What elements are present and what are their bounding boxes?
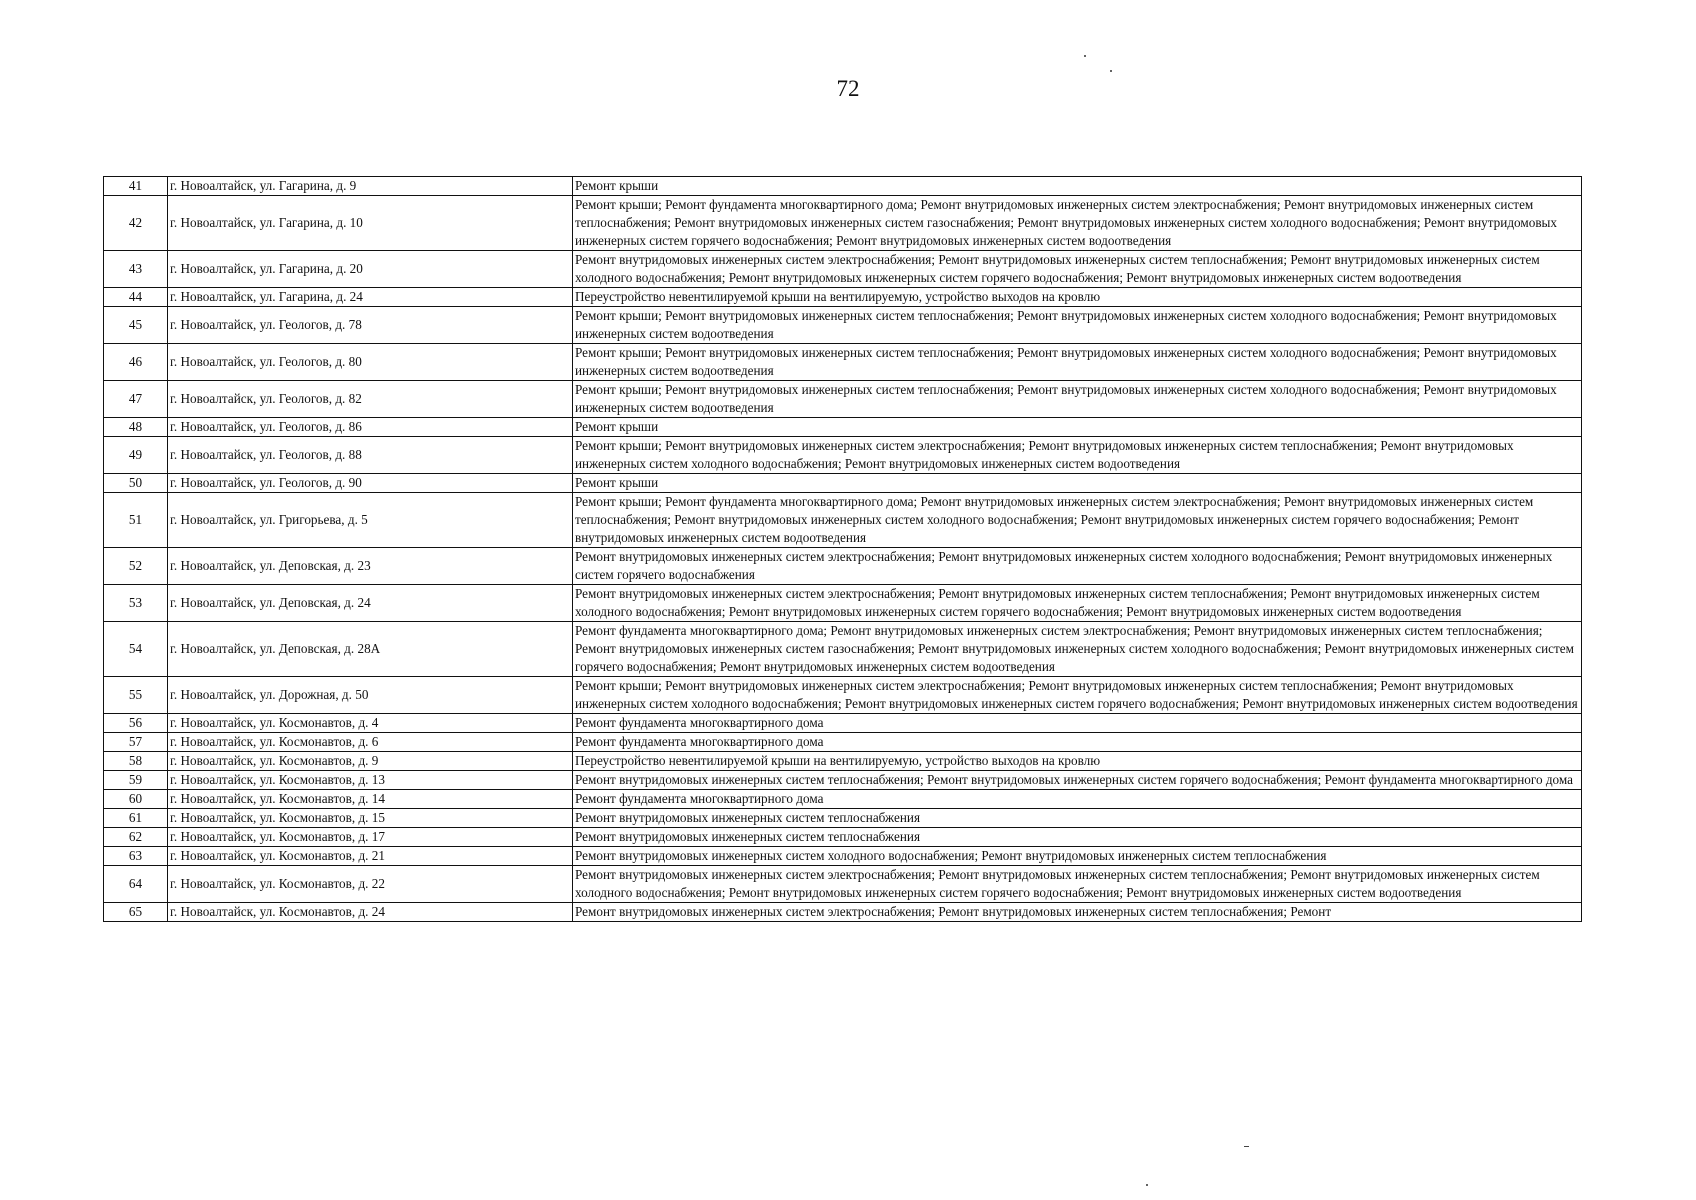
row-address: г. Новоалтайск, ул. Космонавтов, д. 4 (168, 714, 573, 733)
table-row (104, 474, 1582, 493)
table-row (104, 177, 1582, 196)
row-works: Ремонт внутридомовых инженерных систем электроснабжения; Ремонт внутридомовых инженерных систем холодного водоснабжения; Ремонт внутридомовых инженерных систем горячего водоснабжения (573, 548, 1582, 585)
scan-speck (1146, 1184, 1148, 1186)
row-address: г. Новоалтайск, ул. Гагарина, д. 20 (168, 251, 573, 288)
table-row (104, 752, 1582, 771)
row-number: 47 (104, 381, 168, 418)
table-row (104, 828, 1582, 847)
scan-speck (1244, 1146, 1249, 1147)
row-works: Ремонт крыши; Ремонт фундамента многоквартирного дома; Ремонт внутридомовых инженерных систем электроснабжения; Ремонт внутридомовых инженерных систем теплоснабжения; Ремонт внутридомовых инженерных систем холодного водоснабжения; Ремонт внутридомовых инженерных систем горячего водоснабжения; Ремонт внутридомовых инженерных систем водоотведения (573, 493, 1582, 548)
table-row (104, 733, 1582, 752)
row-address: г. Новоалтайск, ул. Дорожная, д. 50 (168, 677, 573, 714)
row-number: 62 (104, 828, 168, 847)
row-number: 64 (104, 866, 168, 903)
row-number: 49 (104, 437, 168, 474)
table-row (104, 585, 1582, 622)
row-number: 59 (104, 771, 168, 790)
row-number: 42 (104, 196, 168, 251)
row-number: 45 (104, 307, 168, 344)
row-address: г. Новоалтайск, ул. Гагарина, д. 24 (168, 288, 573, 307)
row-number: 61 (104, 809, 168, 828)
row-address: г. Новоалтайск, ул. Деповская, д. 23 (168, 548, 573, 585)
scan-speck (1110, 70, 1112, 72)
row-works: Ремонт внутридомовых инженерных систем теплоснабжения (573, 828, 1582, 847)
row-works: Ремонт внутридомовых инженерных систем электроснабжения; Ремонт внутридомовых инженерных систем теплоснабжения; Ремонт (573, 903, 1582, 922)
row-works: Ремонт фундамента многоквартирного дома; Ремонт внутридомовых инженерных систем электроснабжения; Ремонт внутридомовых инженерных систем теплоснабжения; Ремонт внутридомовых инженерных систем газоснабжения; Ремонт внутридомовых инженерных систем холодного водоснабжения; Ремонт внутридомовых инженерных систем горячего водоснабжения; Ремонт внутридомовых инженерных систем водоотведения (573, 622, 1582, 677)
table-row (104, 866, 1582, 903)
table-row (104, 344, 1582, 381)
table-row (104, 418, 1582, 437)
row-works: Ремонт крыши; Ремонт внутридомовых инженерных систем теплоснабжения; Ремонт внутридомовых инженерных систем холодного водоснабжения; Ремонт внутридомовых инженерных систем водоотведения (573, 344, 1582, 381)
row-number: 54 (104, 622, 168, 677)
table-row (104, 809, 1582, 828)
row-address: г. Новоалтайск, ул. Деповская, д. 24 (168, 585, 573, 622)
row-address: г. Новоалтайск, ул. Космонавтов, д. 17 (168, 828, 573, 847)
table-row (104, 251, 1582, 288)
row-works: Ремонт крыши; Ремонт внутридомовых инженерных систем теплоснабжения; Ремонт внутридомовых инженерных систем холодного водоснабжения; Ремонт внутридомовых инженерных систем водоотведения (573, 381, 1582, 418)
table-row (104, 288, 1582, 307)
row-address: г. Новоалтайск, ул. Геологов, д. 88 (168, 437, 573, 474)
page-number: 72 (836, 76, 860, 101)
table-body (104, 177, 1582, 922)
table-row (104, 437, 1582, 474)
table-row (104, 307, 1582, 344)
table-row (104, 714, 1582, 733)
row-address: г. Новоалтайск, ул. Космонавтов, д. 9 (168, 752, 573, 771)
table-row (104, 493, 1582, 548)
table-row (104, 548, 1582, 585)
row-address: г. Новоалтайск, ул. Гагарина, д. 9 (168, 177, 573, 196)
row-address: г. Новоалтайск, ул. Космонавтов, д. 14 (168, 790, 573, 809)
row-works: Ремонт фундамента многоквартирного дома (573, 733, 1582, 752)
table-row (104, 903, 1582, 922)
row-address: г. Новоалтайск, ул. Космонавтов, д. 6 (168, 733, 573, 752)
row-works: Ремонт внутридомовых инженерных систем электроснабжения; Ремонт внутридомовых инженерных систем теплоснабжения; Ремонт внутридомовых инженерных систем холодного водоснабжения; Ремонт внутридомовых инженерных систем горячего водоснабжения; Ремонт внутридомовых инженерных систем водоотведения (573, 585, 1582, 622)
row-number: 51 (104, 493, 168, 548)
row-number: 52 (104, 548, 168, 585)
row-number: 43 (104, 251, 168, 288)
row-address: г. Новоалтайск, ул. Геологов, д. 90 (168, 474, 573, 493)
row-works: Ремонт крыши (573, 474, 1582, 493)
row-address: г. Новоалтайск, ул. Геологов, д. 78 (168, 307, 573, 344)
table-row (104, 196, 1582, 251)
row-address: г. Новоалтайск, ул. Деповская, д. 28А (168, 622, 573, 677)
row-address: г. Новоалтайск, ул. Геологов, д. 82 (168, 381, 573, 418)
row-address: г. Новоалтайск, ул. Геологов, д. 80 (168, 344, 573, 381)
row-works: Ремонт внутридомовых инженерных систем холодного водоснабжения; Ремонт внутридомовых инженерных систем теплоснабжения (573, 847, 1582, 866)
row-works: Ремонт фундамента многоквартирного дома (573, 790, 1582, 809)
row-works: Переустройство невентилируемой крыши на вентилируемую, устройство выходов на кровлю (573, 752, 1582, 771)
row-works: Переустройство невентилируемой крыши на вентилируемую, устройство выходов на кровлю (573, 288, 1582, 307)
row-works: Ремонт внутридомовых инженерных систем теплоснабжения (573, 809, 1582, 828)
row-number: 50 (104, 474, 168, 493)
table-row (104, 622, 1582, 677)
row-number: 48 (104, 418, 168, 437)
row-address: г. Новоалтайск, ул. Григорьева, д. 5 (168, 493, 573, 548)
row-number: 56 (104, 714, 168, 733)
table-row (104, 677, 1582, 714)
repair-registry-table (103, 176, 1582, 922)
row-works: Ремонт фундамента многоквартирного дома (573, 714, 1582, 733)
table-row (104, 790, 1582, 809)
row-address: г. Новоалтайск, ул. Гагарина, д. 10 (168, 196, 573, 251)
row-number: 44 (104, 288, 168, 307)
row-number: 57 (104, 733, 168, 752)
row-works: Ремонт крыши (573, 177, 1582, 196)
row-address: г. Новоалтайск, ул. Космонавтов, д. 21 (168, 847, 573, 866)
row-address: г. Новоалтайск, ул. Космонавтов, д. 15 (168, 809, 573, 828)
row-number: 53 (104, 585, 168, 622)
table-row (104, 771, 1582, 790)
row-works: Ремонт крыши (573, 418, 1582, 437)
row-number: 65 (104, 903, 168, 922)
row-number: 41 (104, 177, 168, 196)
row-number: 55 (104, 677, 168, 714)
row-works: Ремонт крыши; Ремонт фундамента многоквартирного дома; Ремонт внутридомовых инженерных систем электроснабжения; Ремонт внутридомовых инженерных систем теплоснабжения; Ремонт внутридомовых инженерных систем газоснабжения; Ремонт внутридомовых инженерных систем холодного водоснабжения; Ремонт внутридомовых инженерных систем горячего водоснабжения; Ремонт внутридомовых инженерных систем водоотведения (573, 196, 1582, 251)
row-address: г. Новоалтайск, ул. Космонавтов, д. 22 (168, 866, 573, 903)
row-number: 63 (104, 847, 168, 866)
row-works: Ремонт внутридомовых инженерных систем электроснабжения; Ремонт внутридомовых инженерных систем теплоснабжения; Ремонт внутридомовых инженерных систем холодного водоснабжения; Ремонт внутридомовых инженерных систем горячего водоснабжения; Ремонт внутридомовых инженерных систем водоотведения (573, 866, 1582, 903)
scan-speck (1084, 55, 1086, 57)
row-works: Ремонт внутридомовых инженерных систем электроснабжения; Ремонт внутридомовых инженерных систем теплоснабжения; Ремонт внутридомовых инженерных систем холодного водоснабжения; Ремонт внутридомовых инженерных систем горячего водоснабжения; Ремонт внутридомовых инженерных систем водоотведения (573, 251, 1582, 288)
row-address: г. Новоалтайск, ул. Космонавтов, д. 13 (168, 771, 573, 790)
row-works: Ремонт крыши; Ремонт внутридомовых инженерных систем электроснабжения; Ремонт внутридомовых инженерных систем теплоснабжения; Ремонт внутридомовых инженерных систем холодного водоснабжения; Ремонт внутридомовых инженерных систем водоотведения (573, 437, 1582, 474)
row-number: 58 (104, 752, 168, 771)
table-row (104, 381, 1582, 418)
row-works: Ремонт крыши; Ремонт внутридомовых инженерных систем электроснабжения; Ремонт внутридомовых инженерных систем теплоснабжения; Ремонт внутридомовых инженерных систем холодного водоснабжения; Ремонт внутридомовых инженерных систем горячего водоснабжения; Ремонт внутридомовых инженерных систем водоотведения (573, 677, 1582, 714)
row-address: г. Новоалтайск, ул. Космонавтов, д. 24 (168, 903, 573, 922)
table-row (104, 847, 1582, 866)
row-address: г. Новоалтайск, ул. Геологов, д. 86 (168, 418, 573, 437)
row-number: 60 (104, 790, 168, 809)
row-works: Ремонт крыши; Ремонт внутридомовых инженерных систем теплоснабжения; Ремонт внутридомовых инженерных систем холодного водоснабжения; Ремонт внутридомовых инженерных систем водоотведения (573, 307, 1582, 344)
row-works: Ремонт внутридомовых инженерных систем теплоснабжения; Ремонт внутридомовых инженерных систем горячего водоснабжения; Ремонт фундамента многоквартирного дома (573, 771, 1582, 790)
row-number: 46 (104, 344, 168, 381)
